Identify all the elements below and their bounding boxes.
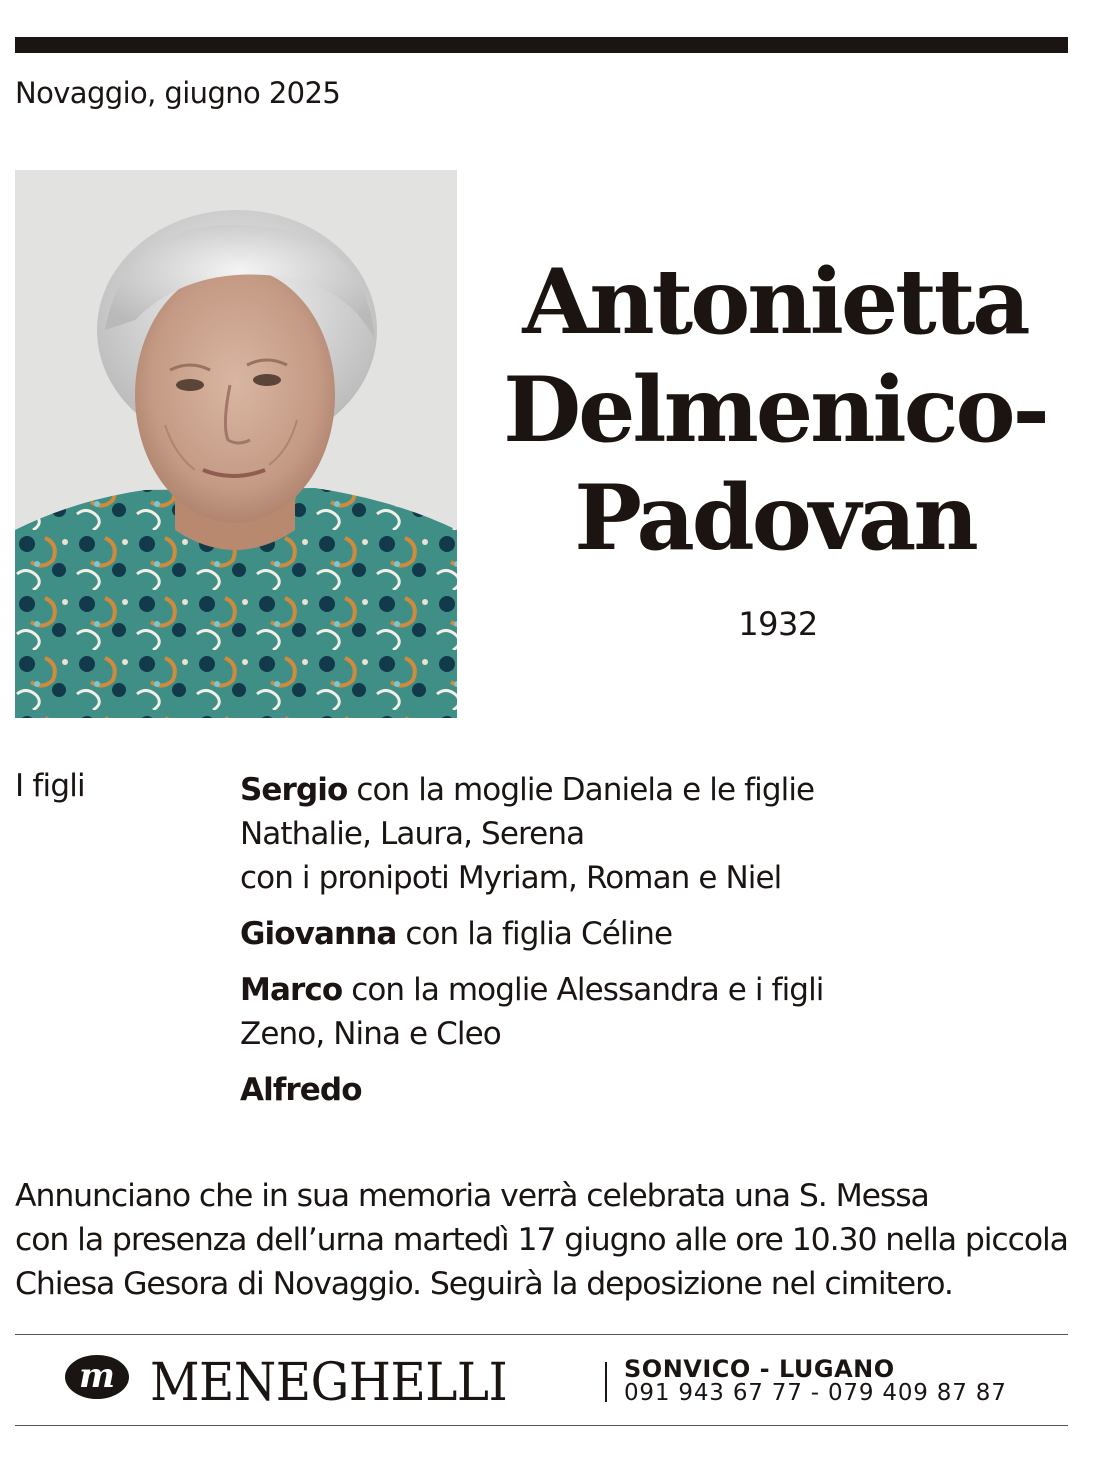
family-entry — [240, 968, 1080, 1056]
funeral-home-brand: MENEGHELLI — [150, 1353, 508, 1413]
name-line: Antonietta — [522, 249, 1028, 355]
top-rule — [15, 37, 1068, 53]
name-line: Delmenico- — [503, 357, 1047, 463]
family-member-text: con la figlia Céline — [396, 916, 673, 952]
footer-top-rule — [15, 1334, 1068, 1335]
deceased-name — [470, 248, 1080, 572]
family-member-name: Marco — [240, 972, 343, 1008]
dateline: Novaggio, giugno 2025 — [15, 76, 341, 110]
meneghelli-logo-icon — [64, 1352, 130, 1406]
funeral-home-place: SONVICO - LUGANO — [624, 1355, 895, 1383]
family-member-text: Nathalie, Laura, Serena — [240, 816, 585, 852]
family-member-text: con i pronipoti Myriam, Roman e Niel — [240, 860, 782, 896]
footer-separator — [605, 1362, 607, 1402]
portrait-illustration — [15, 170, 457, 718]
family-label: I figli — [15, 768, 85, 804]
family-member-text: con la moglie Daniela e le figlie — [347, 772, 815, 808]
birth-year: 1932 — [738, 605, 818, 643]
family-entry — [240, 1068, 1080, 1112]
funeral-home-phones: 091 943 67 77 - 079 409 87 87 — [624, 1380, 1007, 1406]
announcement-line: con la presenza dell’urna martedì 17 giugno alle ore 10.30 nella piccola — [15, 1222, 1068, 1258]
family-entry — [240, 912, 1080, 956]
family-entry — [240, 768, 1080, 900]
family-member-name: Giovanna — [240, 916, 397, 952]
footer-bottom-rule — [15, 1425, 1068, 1426]
svg-text:m: m — [79, 1356, 115, 1396]
name-line: Padovan — [574, 465, 976, 571]
family-list — [240, 768, 1080, 1124]
announcement-text — [15, 1174, 1090, 1306]
family-member-text: con la moglie Alessandra e i figli — [342, 972, 824, 1008]
family-member-text: Zeno, Nina e Cleo — [240, 1016, 501, 1052]
family-member-name: Alfredo — [240, 1072, 362, 1108]
announcement-line: Annunciano che in sua memoria verrà celebrata una S. Messa — [15, 1178, 929, 1214]
announcement-line: Chiesa Gesora di Novaggio. Seguirà la deposizione nel cimitero. — [15, 1266, 953, 1302]
family-member-name: Sergio — [240, 772, 348, 808]
portrait-photo — [15, 170, 457, 718]
